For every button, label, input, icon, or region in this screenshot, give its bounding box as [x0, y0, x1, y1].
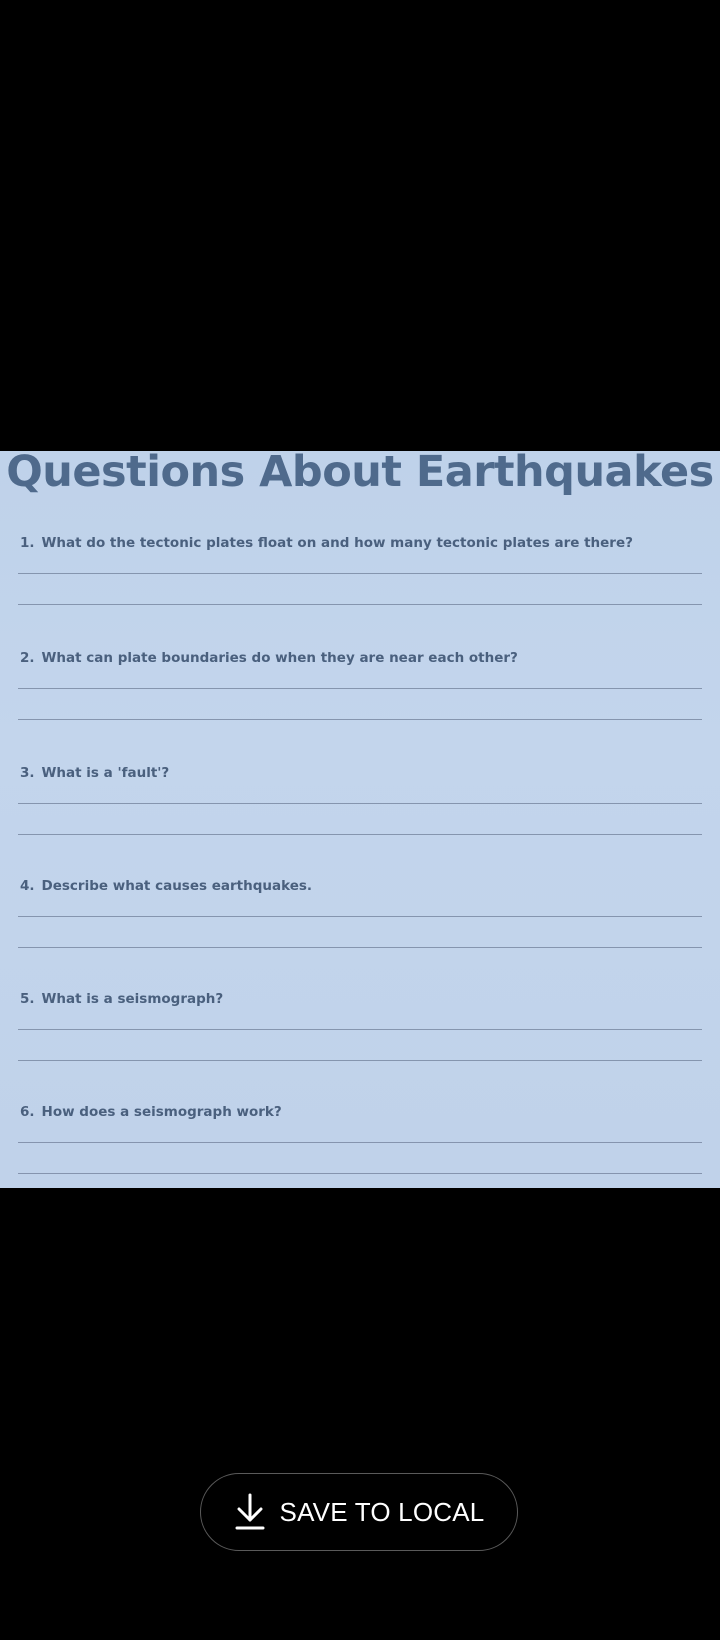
answer-line [18, 573, 702, 574]
question-text: What do the tectonic plates float on and how many tectonic plates are there? [41, 535, 633, 551]
answer-line [18, 803, 702, 804]
answer-line [18, 1060, 702, 1061]
question-3 [18, 765, 702, 835]
worksheet-photo[interactable] [0, 451, 720, 1188]
answer-line [18, 1173, 702, 1174]
answer-line [18, 834, 702, 835]
save-to-local-label: SAVE TO LOCAL [279, 1496, 485, 1527]
question-4 [18, 878, 702, 948]
question-text: What can plate boundaries do when they are near each other? [41, 650, 518, 666]
question-number: 4. [20, 878, 35, 894]
question-text: What is a 'fault'? [41, 765, 170, 781]
question-number: 6. [20, 1104, 35, 1120]
question-number: 5. [20, 991, 35, 1007]
answer-line [18, 688, 702, 689]
question-text: How does a seismograph work? [41, 1104, 282, 1120]
question-2 [18, 650, 702, 720]
answer-line [18, 1029, 702, 1030]
question-number: 1. [20, 535, 35, 551]
question-6 [18, 1104, 702, 1174]
answer-line [18, 947, 702, 948]
question-number: 2. [20, 650, 35, 666]
question-5 [18, 991, 702, 1061]
question-text: Describe what causes earthquakes. [41, 878, 313, 894]
answer-line [18, 1142, 702, 1143]
answer-line [18, 604, 702, 605]
download-icon [234, 1492, 266, 1532]
question-number: 3. [20, 765, 35, 781]
answer-line [18, 916, 702, 917]
question-1 [18, 535, 702, 605]
save-to-local-button[interactable] [200, 1473, 518, 1551]
answer-line [18, 719, 702, 720]
worksheet-title: Questions About Earthquakes [6, 451, 714, 497]
question-text: What is a seismograph? [41, 991, 224, 1007]
